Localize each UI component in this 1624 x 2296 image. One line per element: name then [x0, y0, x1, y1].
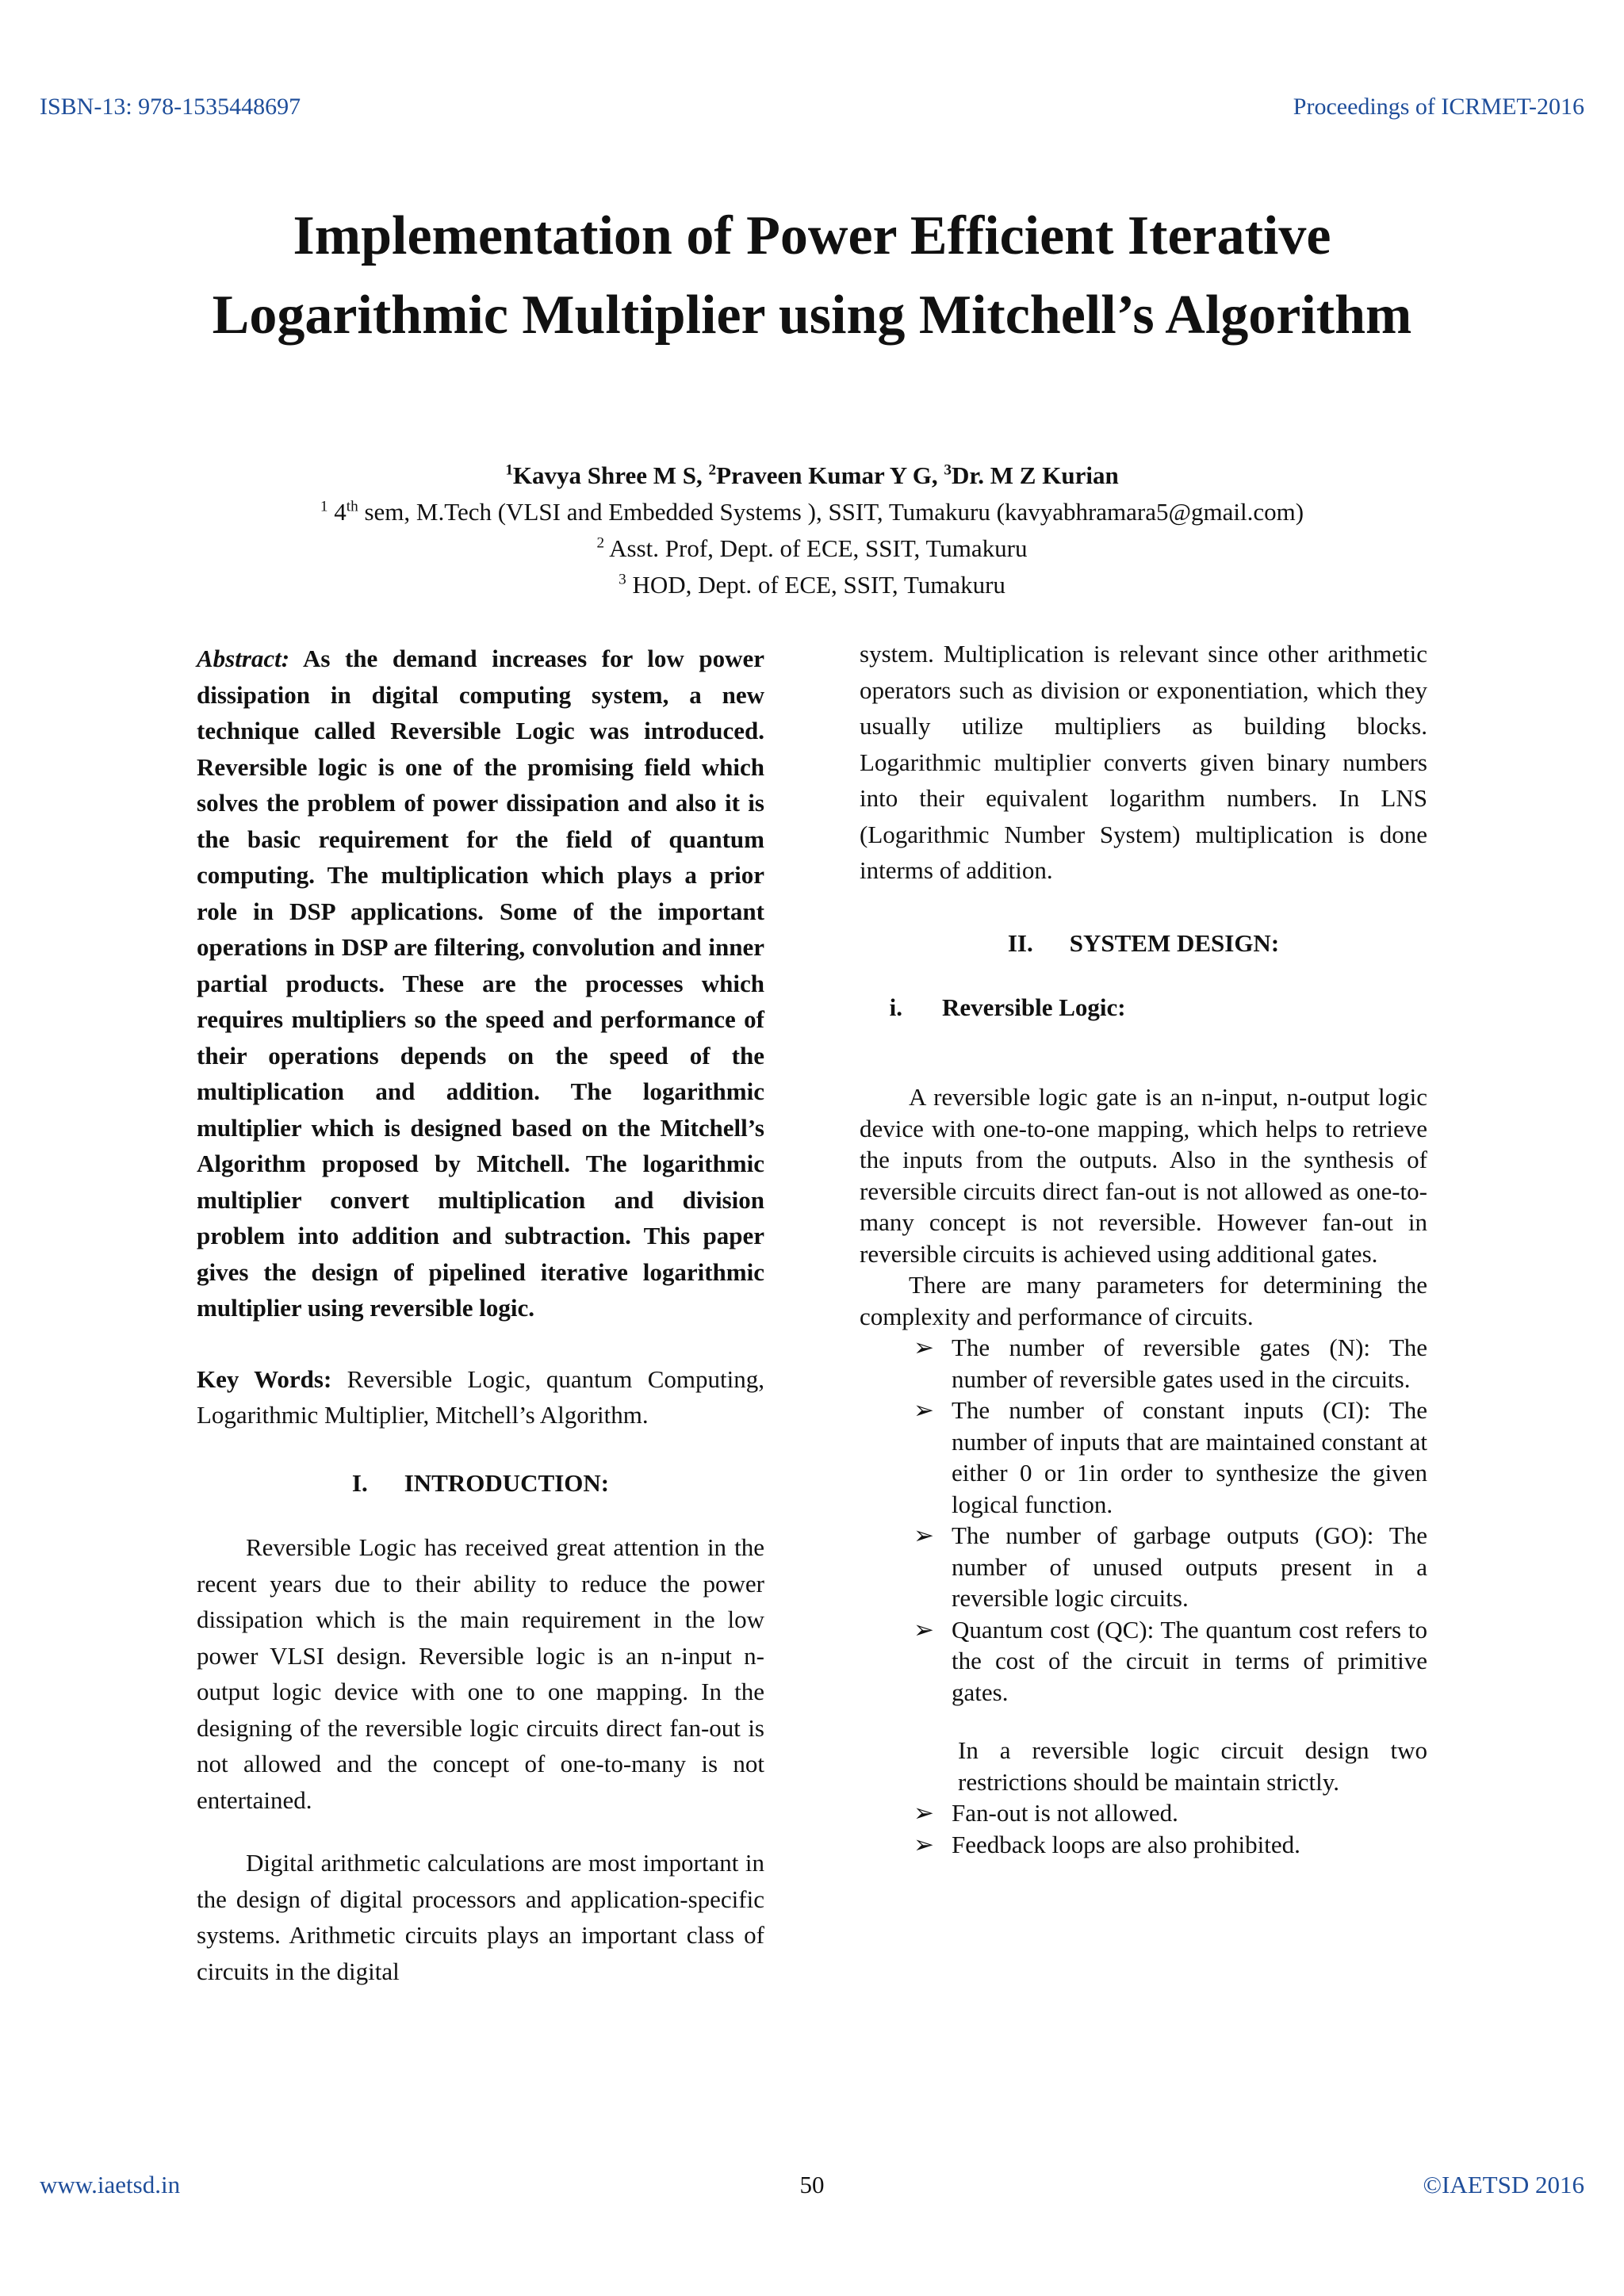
affiliation-2-number: 2	[596, 534, 605, 552]
author-1-name: Kavya Shree M S,	[512, 461, 709, 489]
parameter-gates: The number of reversible gates (N): The number of reversible gates used in the circuits.	[952, 1334, 1427, 1393]
parameter-list	[860, 1332, 1427, 1708]
affiliation-1	[0, 498, 1624, 526]
list-item	[860, 1829, 1427, 1861]
reversible-paragraph-2: There are many parameters for determining the complexity and performance of circuits.	[860, 1271, 1427, 1330]
affiliation-1-ordinal: th	[346, 498, 358, 515]
subsection-reversible-logic-number: i.	[889, 993, 902, 1021]
footer-website[interactable]: www.iaetsd.in	[40, 2171, 181, 2198]
author-list	[0, 461, 1624, 490]
author-1-number: 1	[505, 461, 513, 479]
intro-paragraph-2-continued: system. Multiplication is relevant since other arithmetic operators such as division or exponentiation, which they usually utilize multipliers as building blocks. Logarithmic multiplier converts given binary numbers into their equivalent logarithm numbers. In LNS (Logarithmic Number System) multiplication is done interms of addition.	[860, 640, 1427, 884]
restriction-feedback: Feedback loops are also prohibited.	[952, 1830, 1300, 1858]
section-introduction-number: I.	[351, 1468, 368, 1497]
arrow-bullet-icon: ➢	[914, 1799, 934, 1827]
keywords-text: Reversible Logic, quantum Computing, Logarithmic Multiplier, Mitchell’s Algorithm.	[197, 1364, 764, 1429]
restriction-fan-out: Fan-out is not allowed.	[952, 1799, 1178, 1827]
section-introduction-heading	[197, 1465, 764, 1502]
subsection-reversible-logic-title: Reversible Logic:	[942, 993, 1126, 1021]
list-item	[860, 1797, 1427, 1829]
abstract-text: As the demand increases for low power dissipation in digital computing system, a new technique called Reversible Logic was introduced. Reversible logic is one of the promising field which solves the problem of power dissipation and also it is the basic requirement for the field of quantum computing. The multiplication which plays a prior role in DSP applications. Some of the important operations in DSP are filtering, convolution and inner partial products. These are the processes which requires multipliers so the speed and performance of their operations depends on the speed of the multiplication and addition. The logarithmic multiplier which is designed based on the Mitchell’s Algorithm proposed by Mitchell. The logarithmic multiplier convert multiplication and division problem into addition and subtraction. This paper gives the design of pipelined iterative logarithmic multiplier using reversible logic.	[197, 645, 764, 1322]
subsection-reversible-logic-heading	[847, 989, 1427, 1026]
reversible-paragraph-1: A reversible logic gate is an n-input, n-output logic device with one-to-one mapping, which helps to retrieve the inputs from the outputs. Also in the synthesis of reversible circuits direct fan-out is not allowed as one-to-many concept is not reversible. However fan-out in reversible circuits is achieved using additional gates.	[860, 1083, 1427, 1268]
affiliation-1-text: sem, M.Tech (VLSI and Embedded Systems ), SSIT, Tumakuru (kavyabhramara5@gmail.com)	[358, 498, 1304, 526]
section-system-design-title: SYSTEM DESIGN:	[1069, 928, 1280, 957]
author-3-name: Dr. M Z Kurian	[951, 461, 1119, 489]
right-column-body	[860, 1081, 1427, 1860]
affiliation-3-number: 3	[619, 571, 626, 588]
arrow-bullet-icon: ➢	[914, 1521, 934, 1549]
affiliation-2	[0, 534, 1624, 563]
keywords	[197, 1361, 764, 1433]
left-column	[197, 641, 764, 1989]
restrictions-intro: In a reversible logic circuit design two restrictions should be maintain strictly.	[958, 1736, 1427, 1796]
parameter-garbage-outputs: The number of garbage outputs (GO): The number of unused outputs present in a reversible logic circuits.	[952, 1521, 1427, 1612]
right-column-top	[860, 636, 1427, 1026]
arrow-bullet-icon: ➢	[914, 1830, 934, 1858]
affiliation-2-text: Asst. Prof, Dept. of ECE, SSIT, Tumakuru	[604, 534, 1028, 562]
list-item	[860, 1332, 1427, 1395]
intro-paragraph-1: Reversible Logic has received great attention in the recent years due to their ability to reduce the power dissipation which is the main requirement in the low power VLSI design. Reversible logic is an n-input n-output logic device with one to one mapping. In the designing of the reversible logic circuits direct fan-out is not allowed and the concept of one-to-many is not entertained.	[197, 1533, 764, 1814]
paper-title: Implementation of Power Efficient Iterative Logarithmic Multiplier using Mitchell’s Algorithm	[212, 205, 1412, 346]
list-item	[860, 1395, 1427, 1520]
affiliation-1-semester: 4	[327, 498, 347, 526]
section-system-design-number: II.	[1007, 928, 1033, 957]
intro-paragraph-2: Digital arithmetic calculations are most important in the design of digital processors and application-specific systems. Arithmetic circuits plays an important class of circuits in the digital	[197, 1849, 764, 1985]
restriction-list	[860, 1797, 1427, 1860]
affiliation-3-text: HOD, Dept. of ECE, SSIT, Tumakuru	[626, 571, 1005, 599]
abstract-label: Abstract:	[197, 645, 290, 672]
parameter-constant-inputs: The number of constant inputs (CI): The number of inputs that are maintained constant at either 0 or 1in order to synthesize the given logical function.	[952, 1396, 1427, 1518]
list-item	[860, 1520, 1427, 1614]
parameter-quantum-cost: Quantum cost (QC): The quantum cost refers to the cost of the circuit in terms of primitive gates.	[952, 1615, 1427, 1706]
keywords-label: Key Words:	[197, 1364, 332, 1393]
abstract	[197, 641, 764, 1326]
list-item	[860, 1614, 1427, 1709]
affiliation-3	[0, 571, 1624, 599]
affiliation-1-number: 1	[320, 498, 328, 515]
header-proceedings: Proceedings of ICRMET-2016	[1293, 94, 1584, 120]
arrow-bullet-icon: ➢	[914, 1334, 934, 1361]
section-system-design-heading	[860, 925, 1427, 962]
footer-copyright: ©IAETSD 2016	[1423, 2171, 1584, 2198]
arrow-bullet-icon: ➢	[914, 1615, 934, 1644]
author-2-number: 2	[708, 461, 717, 479]
arrow-bullet-icon: ➢	[914, 1396, 934, 1424]
author-2-name: Praveen Kumar Y G,	[716, 461, 944, 489]
author-3-number: 3	[944, 461, 952, 479]
footer-page-number: 50	[799, 2171, 825, 2198]
section-introduction-title: INTRODUCTION:	[404, 1468, 610, 1497]
header-isbn: ISBN-13: 978-1535448697	[40, 94, 301, 120]
